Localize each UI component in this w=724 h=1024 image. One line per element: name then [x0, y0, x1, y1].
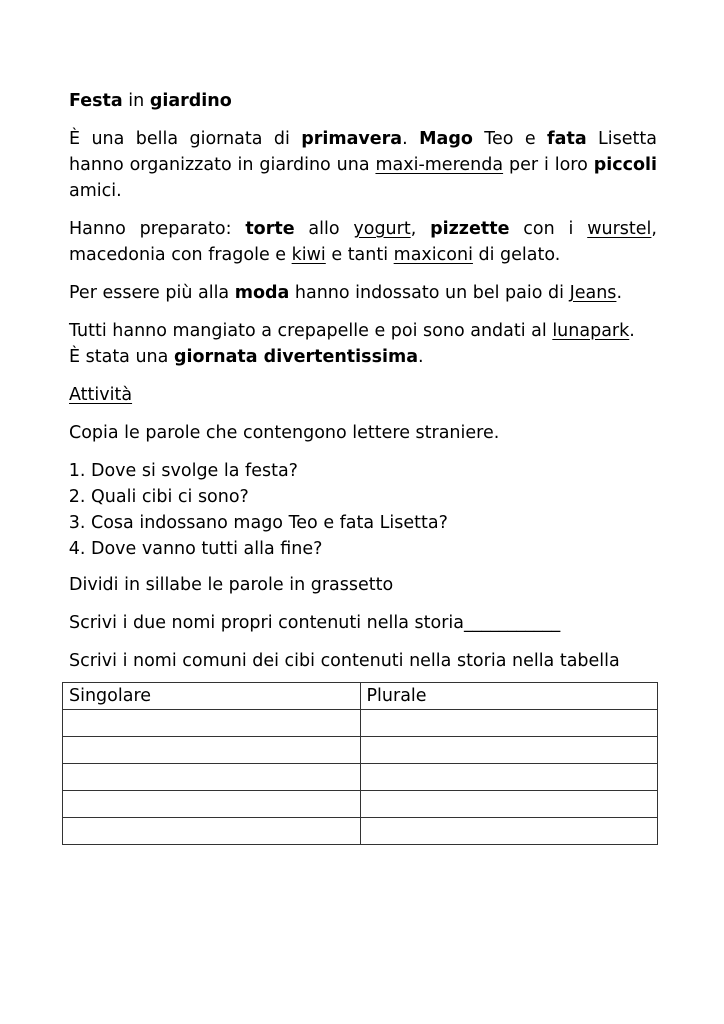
title-word-in: in — [122, 91, 150, 111]
question-item: 3. Cosa indossano mago Teo e fata Lisetta? — [91, 510, 657, 536]
story-paragraph-1: È una bella giornata di primavera. Mago Teo e fata Lisetta hanno organizzato in giardino una maxi-merenda per i loro piccoli amici. — [69, 129, 657, 201]
header-singolare: Singolare — [63, 683, 361, 710]
activity-instruction: Copia le parole che contengono lettere straniere. — [69, 423, 500, 443]
story-title — [69, 88, 657, 114]
question-item: 2. Quali cibi ci sono? — [91, 484, 657, 510]
table-row — [63, 818, 658, 845]
answer-cell[interactable] — [63, 818, 361, 845]
story-paragraph-2: Hanno preparato: torte allo yogurt, pizzette con i wurstel, macedonia con fragole e kiwi e tanti maxiconi di gelato. — [69, 219, 657, 265]
answer-cell[interactable] — [63, 791, 361, 818]
table-row — [63, 791, 658, 818]
answer-cell[interactable] — [360, 710, 658, 737]
worksheet — [69, 88, 657, 845]
proper-names-instruction: Scrivi i due nomi propri contenuti nella storia___________ — [69, 613, 561, 633]
answer-cell[interactable] — [360, 791, 658, 818]
activity-heading: Attività — [69, 385, 133, 405]
story-paragraph-4: Tutti hanno mangiato a crepapelle e poi sono andati al lunapark. È stata una giornata divertentissima. — [69, 321, 635, 367]
table-header-row — [63, 683, 658, 710]
table-row — [63, 737, 658, 764]
table-row — [63, 764, 658, 791]
answer-cell[interactable] — [63, 764, 361, 791]
title-word-giardino: giardino — [149, 91, 232, 111]
answer-cell[interactable] — [360, 818, 658, 845]
answer-cell[interactable] — [63, 737, 361, 764]
header-plurale: Plurale — [360, 683, 658, 710]
story-paragraph-3: Per essere più alla moda hanno indossato un bel paio di Jeans. — [69, 283, 623, 303]
question-item: 4. Dove vanno tutti alla fine? — [91, 536, 657, 562]
syllables-instruction: Dividi in sillabe le parole in grassetto — [69, 575, 394, 595]
answer-table — [62, 682, 658, 845]
table-row — [63, 710, 658, 737]
title-word-festa: Festa — [69, 91, 123, 111]
question-item: 1. Dove si svolge la festa? — [91, 458, 657, 484]
question-list — [69, 458, 657, 562]
answer-cell[interactable] — [63, 710, 361, 737]
common-names-instruction: Scrivi i nomi comuni dei cibi contenuti nella storia nella tabella — [69, 651, 620, 671]
answer-cell[interactable] — [360, 764, 658, 791]
answer-cell[interactable] — [360, 737, 658, 764]
